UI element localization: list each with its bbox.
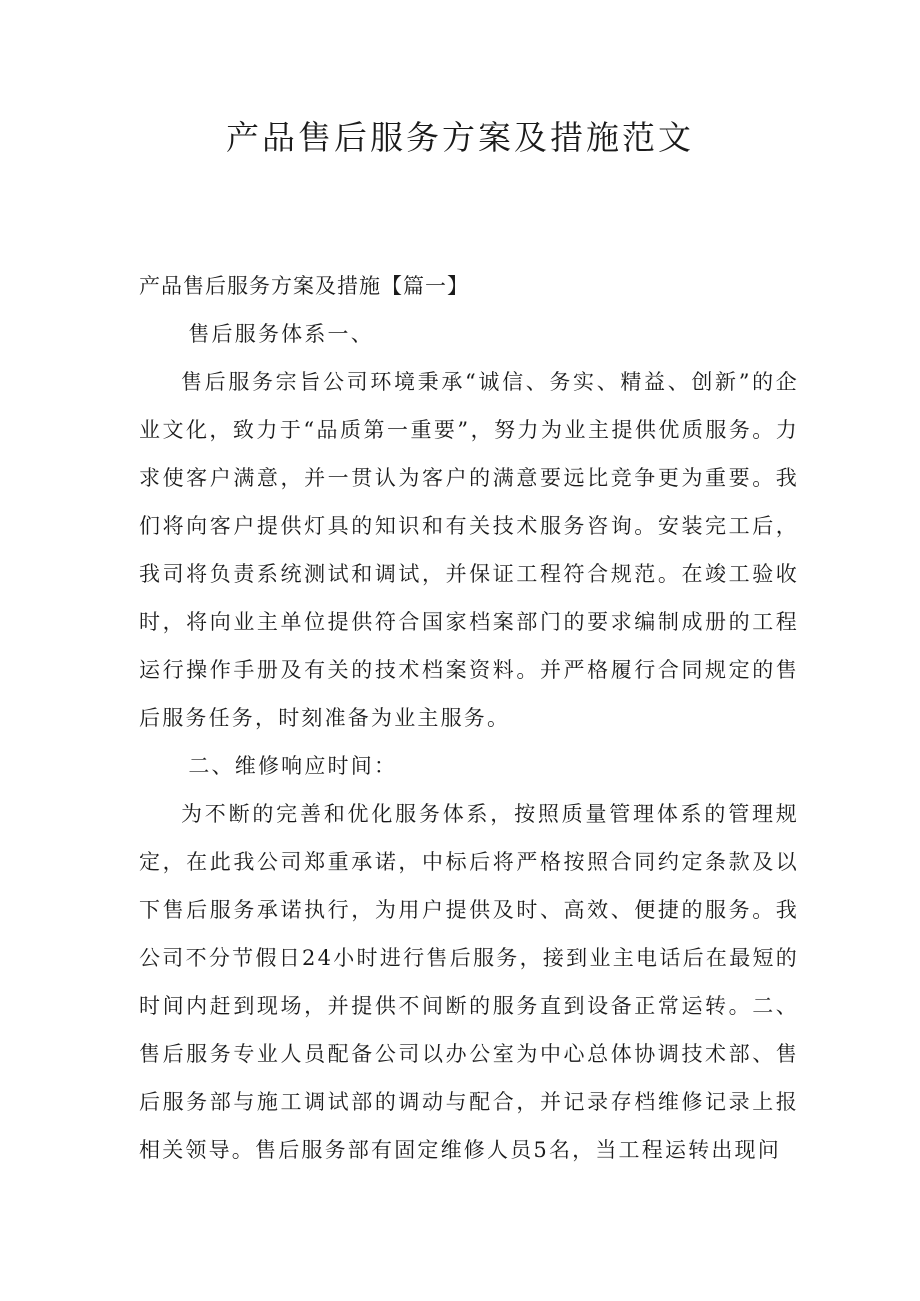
paragraph-response-commitment: 为不断的完善和优化服务体系，按照质量管理体系的管理规定，在此我公司郑重承诺，中标后将严格按照合同约定条款及以下售后服务承诺执行，为用户提供及时、高效、便捷的服务。我公司不分节假日24小时进行售后服务，接到业主电话后在最短的时间内赶到现场，并提供不间断的服务直到设备正常运转。二、售后服务专业人员配备公司以办公室为中心总体协调技术部、售后服务部与施工调试部的调动与配合，并记录存档维修记录上报相关领导。售后服务部有固定维修人员5名，当工程运转出现问 bbox=[139, 802, 799, 1162]
section-heading: 产品售后服务方案及措施【篇一】 bbox=[139, 274, 469, 298]
paragraph-service-system: 售后服务体系一、 bbox=[188, 322, 374, 346]
document-body bbox=[139, 262, 799, 1174]
paragraph-response-time-heading: 二、维修响应时间： bbox=[188, 754, 398, 778]
paragraph-service-purpose: 售后服务宗旨公司环境秉承“诚信、务实、精益、创新”的企业文化，致力于“品质第一重要”，努力为业主提供优质服务。力求使客户满意，并一贯认为客户的满意要远比竞争更为重要。我们将向客户提供灯具的知识和有关技术服务咨询。安装完工后，我司将负责系统测试和调试，并保证工程符合规范。在竣工验收时，将向业主单位提供符合国家档案部门的要求编制成册的工程运行操作手册及有关的技术档案资料。并严格履行合同规定的售后服务任务，时刻准备为业主服务。 bbox=[139, 370, 799, 730]
document-title: 产品售后服务方案及措施范文 bbox=[226, 118, 694, 157]
